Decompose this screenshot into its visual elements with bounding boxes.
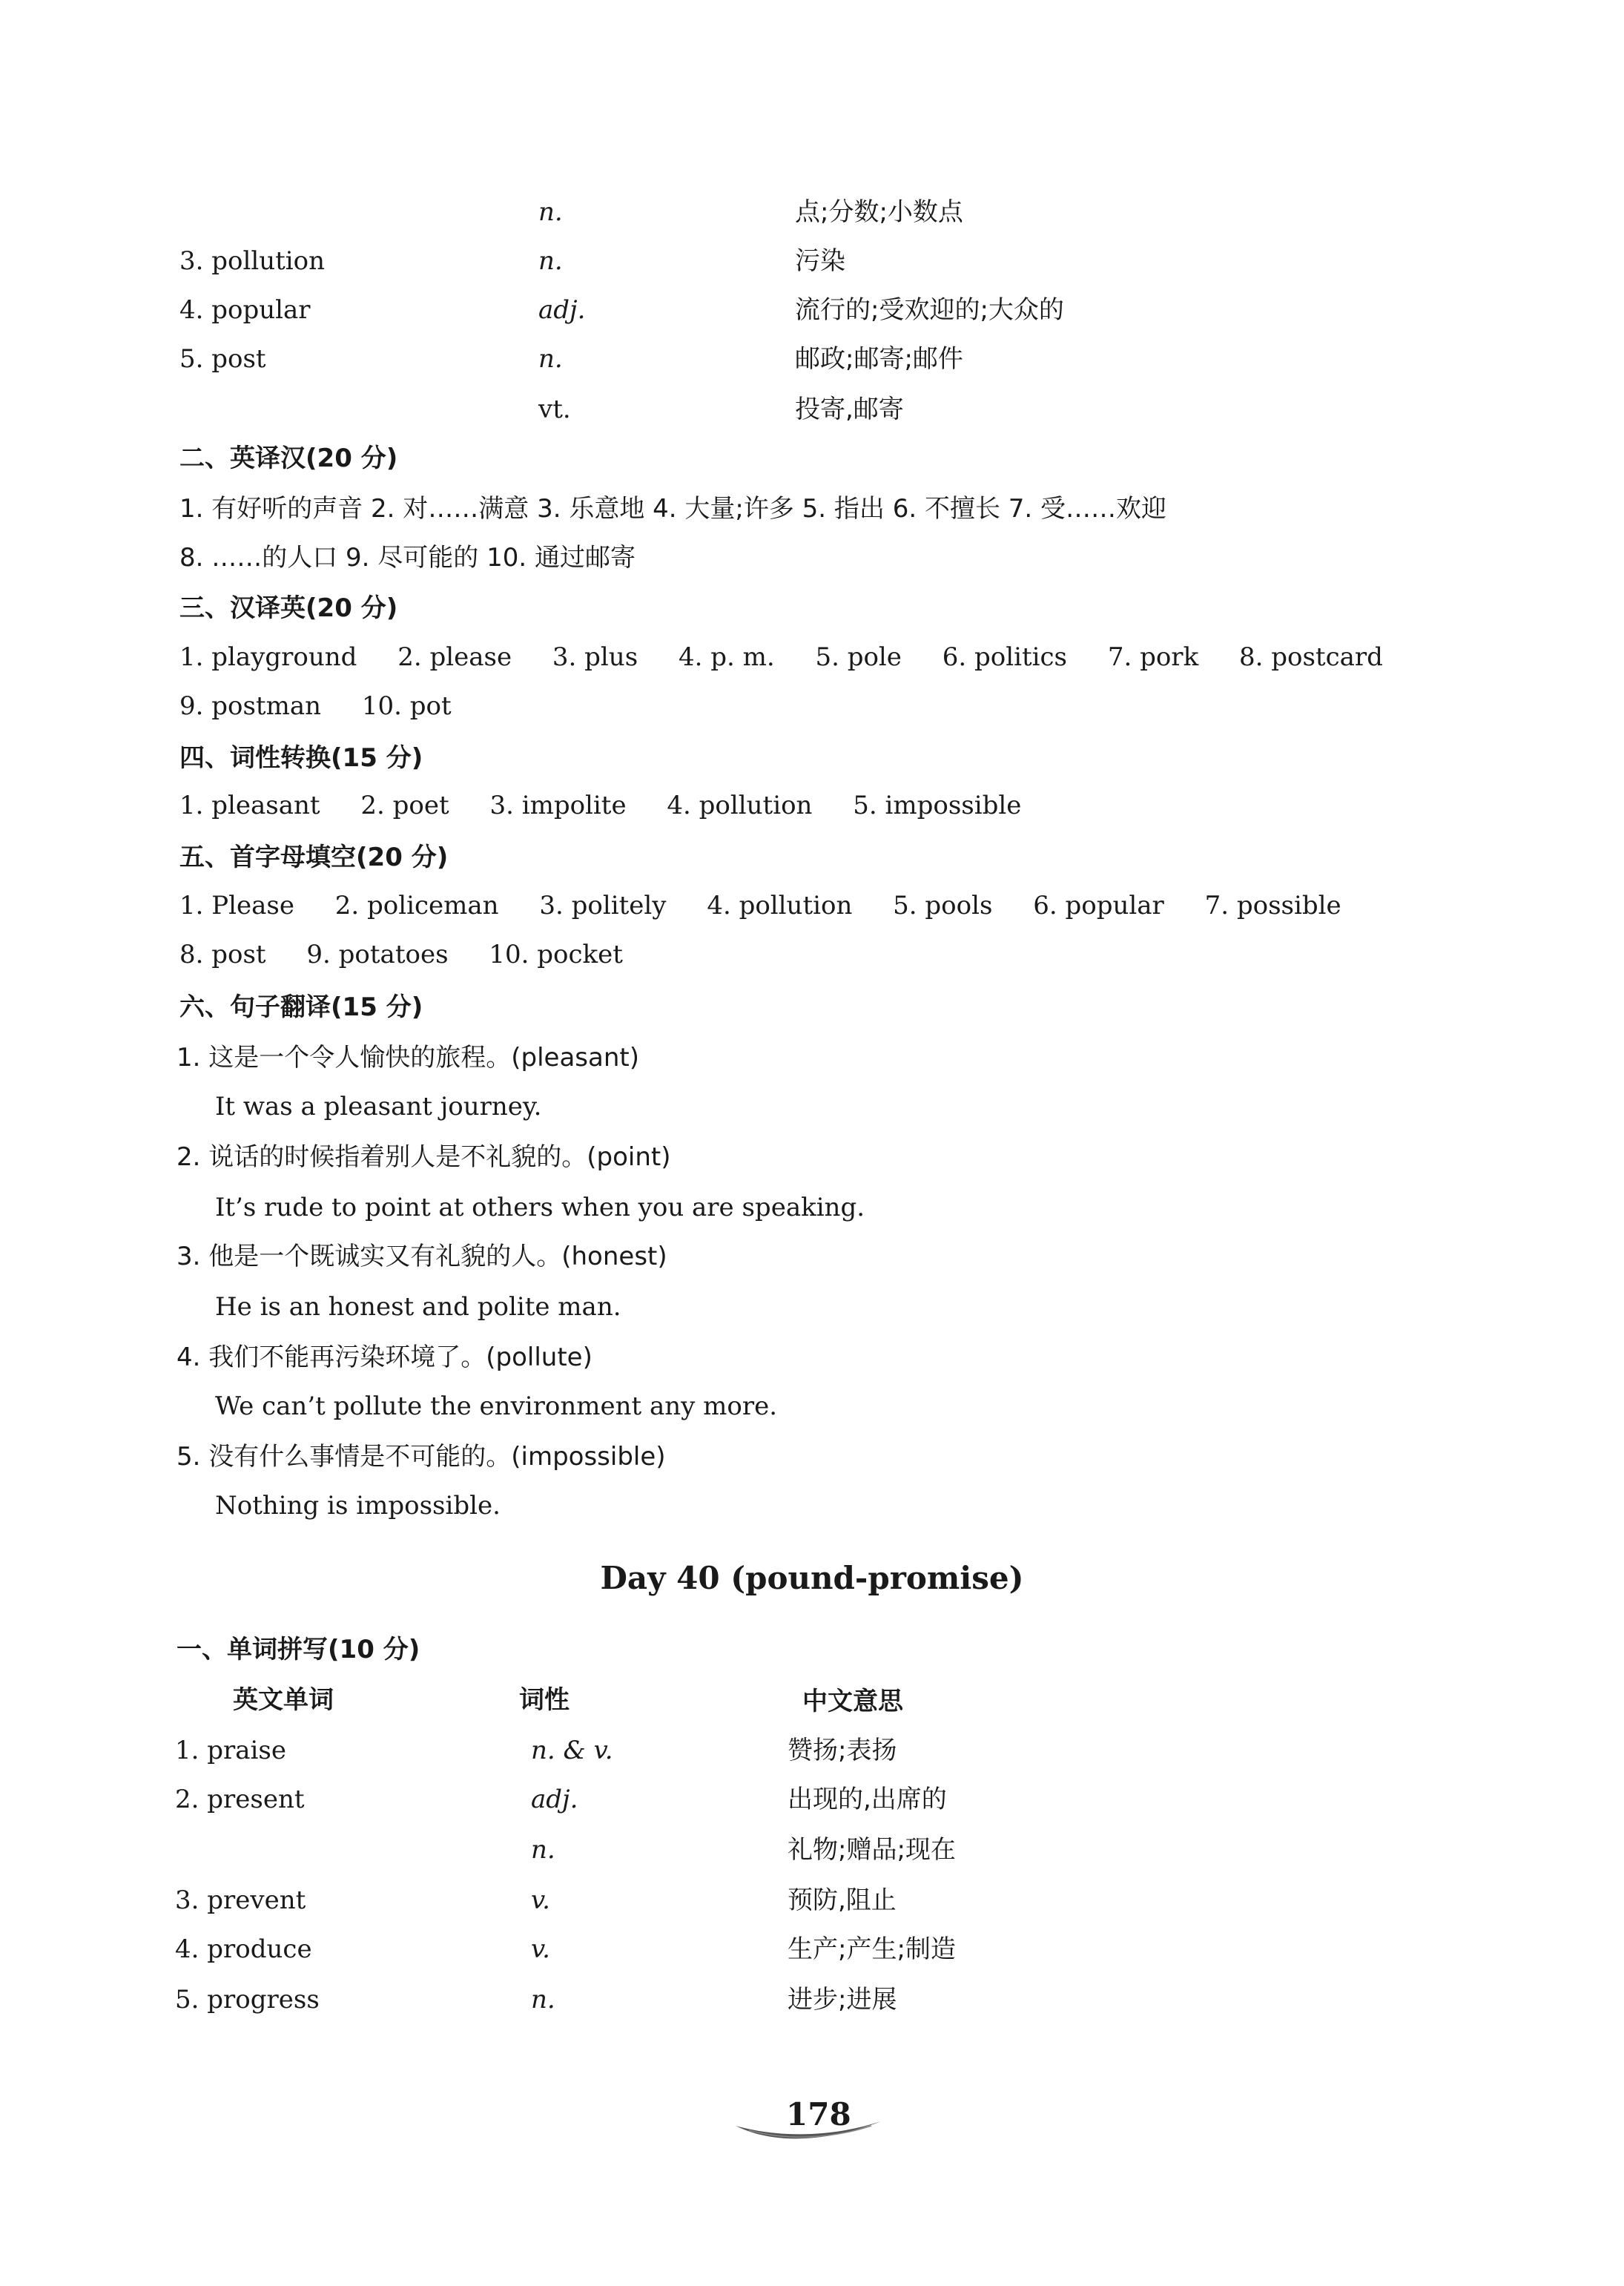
table-row [175, 1832, 1510, 1868]
question-3: 3. 他是一个既诚实又有礼貌的人。(honest) [176, 1242, 667, 1271]
pos-cell: n. [538, 344, 563, 374]
pos-cell: v. [531, 1934, 550, 1964]
list-item: 5. pools [893, 891, 993, 920]
table-row [179, 292, 1514, 328]
list-item: 3. impolite [489, 791, 627, 820]
list-item: 2. please [397, 642, 512, 672]
pos-cell: n. & v. [531, 1736, 613, 1765]
meaning-cell: 赞扬;表扬 [788, 1736, 897, 1765]
list-item: 2. poet [360, 791, 449, 820]
list-item: 4. pollution [667, 791, 813, 820]
section-title-2: 二、英译汉(20 分) [179, 444, 398, 473]
meaning-cell: 礼物;赠品;现在 [788, 1835, 956, 1865]
pos-cell: adj. [531, 1785, 578, 1814]
word-cell: 1. praise [175, 1736, 286, 1765]
section-title-5: 五、首字母填空(20 分) [179, 843, 449, 872]
list-item: 1. pleasant [179, 791, 320, 820]
list-item: 5. pole [815, 642, 902, 672]
section4-items [179, 781, 1477, 830]
list-item: 4. p. m. [678, 642, 775, 672]
meaning-cell: 生产;产生;制造 [788, 1934, 956, 1964]
question-4: 4. 我们不能再污染环境了。(pollute) [176, 1343, 593, 1372]
pos-cell: n. [531, 1835, 555, 1865]
answer-4: We can’t pollute the environment any more. [215, 1391, 778, 1421]
meaning-cell: 点;分数;小数点 [795, 197, 963, 227]
meaning-cell: 污染 [795, 246, 845, 276]
list-item: 9. postman [179, 691, 322, 721]
list-item: 8. post [179, 940, 266, 969]
question-1: 1. 这是一个令人愉快的旅程。(pleasant) [176, 1043, 639, 1073]
table-row [179, 194, 1514, 230]
list-item: 7. possible [1204, 891, 1341, 920]
word-cell: 2. present [175, 1785, 305, 1814]
meaning-cell: 邮政;邮寄;邮件 [795, 344, 963, 374]
question-2: 2. 说话的时候指着别人是不礼貌的。(point) [176, 1142, 671, 1172]
meaning-cell: 投寄,邮寄 [795, 395, 904, 424]
table-row [179, 392, 1514, 427]
day-title: Day 40 (pound-promise) [600, 1560, 1024, 1596]
section3-items [179, 633, 1477, 731]
pos-cell: n. [538, 197, 563, 227]
word-cell: 5. progress [175, 1985, 320, 2015]
list-item: 10. pocket [489, 940, 623, 969]
list-item: 4. pollution [707, 891, 853, 920]
table-row [175, 1883, 1510, 1918]
pos-cell: n. [538, 246, 563, 276]
question-5: 5. 没有什么事情是不可能的。(impossible) [176, 1442, 666, 1472]
word-cell: 5. post [179, 344, 266, 374]
list-item: 6. popular [1033, 891, 1164, 920]
pos-cell: v. [531, 1885, 550, 1915]
header-pos: 词性 [519, 1685, 570, 1715]
list-item: 1. Please [179, 891, 294, 920]
meaning-cell: 流行的;受欢迎的;大众的 [795, 295, 1064, 325]
answer-5: Nothing is impossible. [215, 1491, 501, 1521]
section2-line2: 8. ……的人口 9. 尽可能的 10. 通过邮寄 [179, 543, 636, 573]
section-title-6: 六、句子翻译(15 分) [179, 992, 423, 1022]
word-cell: 4. popular [179, 295, 311, 325]
meaning-cell: 出现的,出席的 [788, 1785, 947, 1814]
header-meaning: 中文意思 [802, 1687, 903, 1716]
pos-cell: vt. [538, 395, 571, 424]
section5-items [179, 881, 1477, 979]
answer-1: It was a pleasant journey. [215, 1092, 542, 1121]
answer-3: He is an honest and polite man. [215, 1292, 621, 1322]
section-title-4: 四、词性转换(15 分) [179, 743, 423, 773]
table-row [175, 1782, 1510, 1817]
page-number: 178 [786, 2096, 851, 2132]
table-row [179, 341, 1514, 377]
list-item: 7. pork [1107, 642, 1199, 672]
list-item: 8. postcard [1238, 642, 1383, 672]
word-cell: 4. produce [175, 1934, 312, 1964]
answer-2: It’s rude to point at others when you are speaking. [215, 1193, 865, 1222]
section-title-3: 三、汉译英(20 分) [179, 593, 398, 623]
list-item: 10. pot [361, 691, 452, 721]
day40-section-title: 一、单词拼写(10 分) [176, 1635, 420, 1664]
pos-cell: n. [531, 1985, 555, 2015]
list-item: 3. politely [539, 891, 667, 920]
table-row [179, 243, 1514, 279]
list-item: 1. playground [179, 642, 357, 672]
table-row [175, 1931, 1510, 1967]
list-item: 6. politics [942, 642, 1068, 672]
table-row [175, 1982, 1510, 2017]
table-row [175, 1733, 1510, 1768]
meaning-cell: 预防,阻止 [788, 1885, 897, 1915]
word-cell: 3. prevent [175, 1885, 306, 1915]
list-item: 9. potatoes [306, 940, 449, 969]
list-item: 2. policeman [334, 891, 499, 920]
section2-line1: 1. 有好听的声音 2. 对……满意 3. 乐意地 4. 大量;许多 5. 指出 6. 不擅长 7. 受……欢迎 [179, 494, 1167, 524]
pos-cell: adj. [538, 295, 586, 325]
word-cell: 3. pollution [179, 246, 326, 276]
header-word: 英文单词 [233, 1685, 334, 1715]
list-item: 3. plus [552, 642, 638, 672]
meaning-cell: 进步;进展 [788, 1985, 897, 2015]
list-item: 5. impossible [853, 791, 1022, 820]
swoosh-ornament-icon [734, 2118, 882, 2148]
